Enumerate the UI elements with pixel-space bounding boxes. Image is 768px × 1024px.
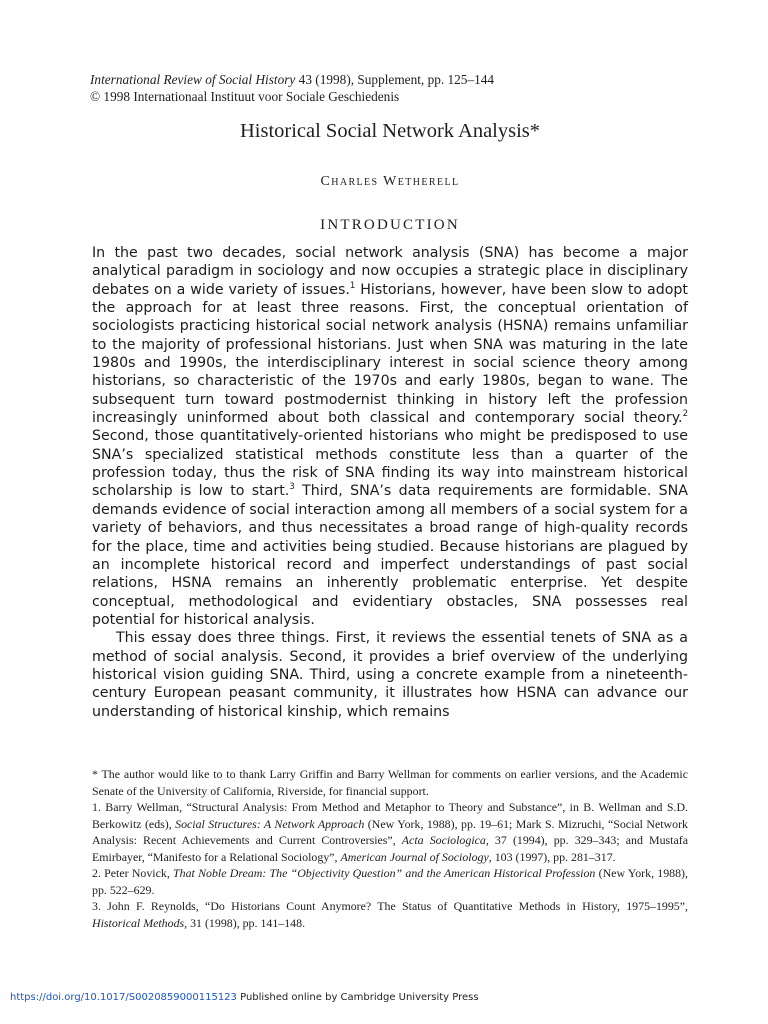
footnote-italic: Social Structures: A Network Approach — [175, 816, 365, 831]
copyright-line: © 1998 Internationaal Instituut voor Sociale Geschiedenis — [90, 89, 400, 104]
article-author: Charles Wetherell — [320, 174, 460, 189]
footnote-italic: American Journal of Sociology — [340, 849, 489, 864]
footnote-ref-2: 2 — [682, 409, 688, 420]
body-text: Second, those quantitatively-oriented historians who might be predisposed to use SNA’s specialized statistical methods constitute less than a quarter of the profession today, thus the risk of SNA finding its way into mainstream historical scholarship is low to start. — [92, 428, 688, 500]
journal-details: 43 (1998), Supplement, pp. 125–144 — [298, 72, 495, 87]
journal-info — [90, 71, 690, 105]
footnote-italic: That Noble Dream: The “Objectivity Question” and the American Historical Profession — [173, 866, 596, 880]
doi-publisher-text: Published online by Cambridge University Press — [236, 992, 479, 1003]
body-text: In the past two decades, social network analysis (SNA) has become a major analytical paradigm in sociology and now occupies a strategic place in disciplinary debates on a wide variety of issues. — [92, 245, 688, 298]
footnote-text: , 31 (1998), pp. 141–148. — [184, 915, 306, 930]
footnote-ref-3: 3 — [289, 482, 295, 493]
footnote-star: * The author would like to to thank Larry Griffin and Barry Wellman for comments on earlier versions, and the Academic Senate of the University of California, Riverside, for financial support. — [92, 767, 688, 798]
footnote-italic: Historical Methods — [92, 915, 185, 930]
footnote-3 — [92, 898, 688, 931]
footnote-text: (New York, 1988), pp. 19–61; Mark S. Mizruchi, “Social Network Analysis: Recent Achievements and Current Controversies”, — [92, 816, 688, 847]
footnote-ref-1: 1 — [349, 280, 356, 291]
journal-name: International Review of Social History — [90, 72, 296, 87]
journal-citation-line — [90, 71, 690, 88]
footnote-2 — [92, 865, 688, 898]
footnote-1 — [92, 799, 688, 865]
footnote-text: , 37 (1994), pp. 329–343; and Mustafa Emirbayer, “Manifesto for a Relational Sociology”, — [92, 833, 688, 864]
body-text: Historians, however, have been slow to adopt the approach for at least three reasons. First, the conceptual orientation of sociologists practicing historical social network analysis (HSNA) remains unfamiliar to the majority of professional historians. Just when SNA was maturing in the late 1980s and 1990s, the interdisciplinary interest in social science theory among historians, so characteristic of the 1970s and early 1980s, began to wane. The subsequent turn toward postmodernist thinking in history left the profession increasingly uninformed about both classical and contemporary social theory. — [92, 281, 688, 427]
footnotes — [92, 766, 688, 931]
footnote-text: (New York, 1988), pp. 522–629. — [92, 866, 688, 897]
doi-link[interactable]: https://doi.org/10.1017/S0020859000115123 — [10, 992, 237, 1003]
footnote-text: 1. Barry Wellman, “Structural Analysis: From Method and Metaphor to Theory and Substance”, in B. Wellman and S.D. Berkowitz (eds), — [92, 800, 688, 831]
body-text: Third, SNA’s data requirements are formidable. SNA demands evidence of social interaction among all members of a social system for a variety of behaviors, and thus necessitates a broad range of high-quality records for the place, time and activities being studied. Because historians are plagued by an incomplete historical record and imperfect understandings of past social relations, HSNA remains an inherently problematic enterprise. Yet despite conceptual, methodological and evidentiary obstacles, SNA possesses real potential for historical analysis. — [92, 483, 689, 628]
footnote-text: 3. John F. Reynolds, “Do Historians Count Anymore? The Status of Quantitative Methods in History, 1975–1995”, — [92, 899, 688, 913]
footnote-italic: Acta Sociologica — [401, 833, 486, 847]
section-heading: INTRODUCTION — [320, 217, 460, 233]
footnote-text: 2. Peter Novick, — [92, 866, 174, 880]
doi-bar — [10, 991, 750, 1005]
article-title: Historical Social Network Analysis* — [239, 120, 541, 142]
article-body — [92, 244, 688, 721]
footnote-text: , 103 (1997), pp. 281–317. — [488, 849, 616, 864]
body-paragraph-2: This essay does three things. First, it reviews the essential tenets of SNA as a method of social analysis. Second, it provides a brief overview of the underlying historical vision guiding SNA. Third, using a concrete example from a nineteenth-century European peasant community, it illustrates how HSNA can advance our understanding of historical kinship, which remains — [92, 630, 688, 720]
body-paragraph-1 — [92, 244, 688, 629]
